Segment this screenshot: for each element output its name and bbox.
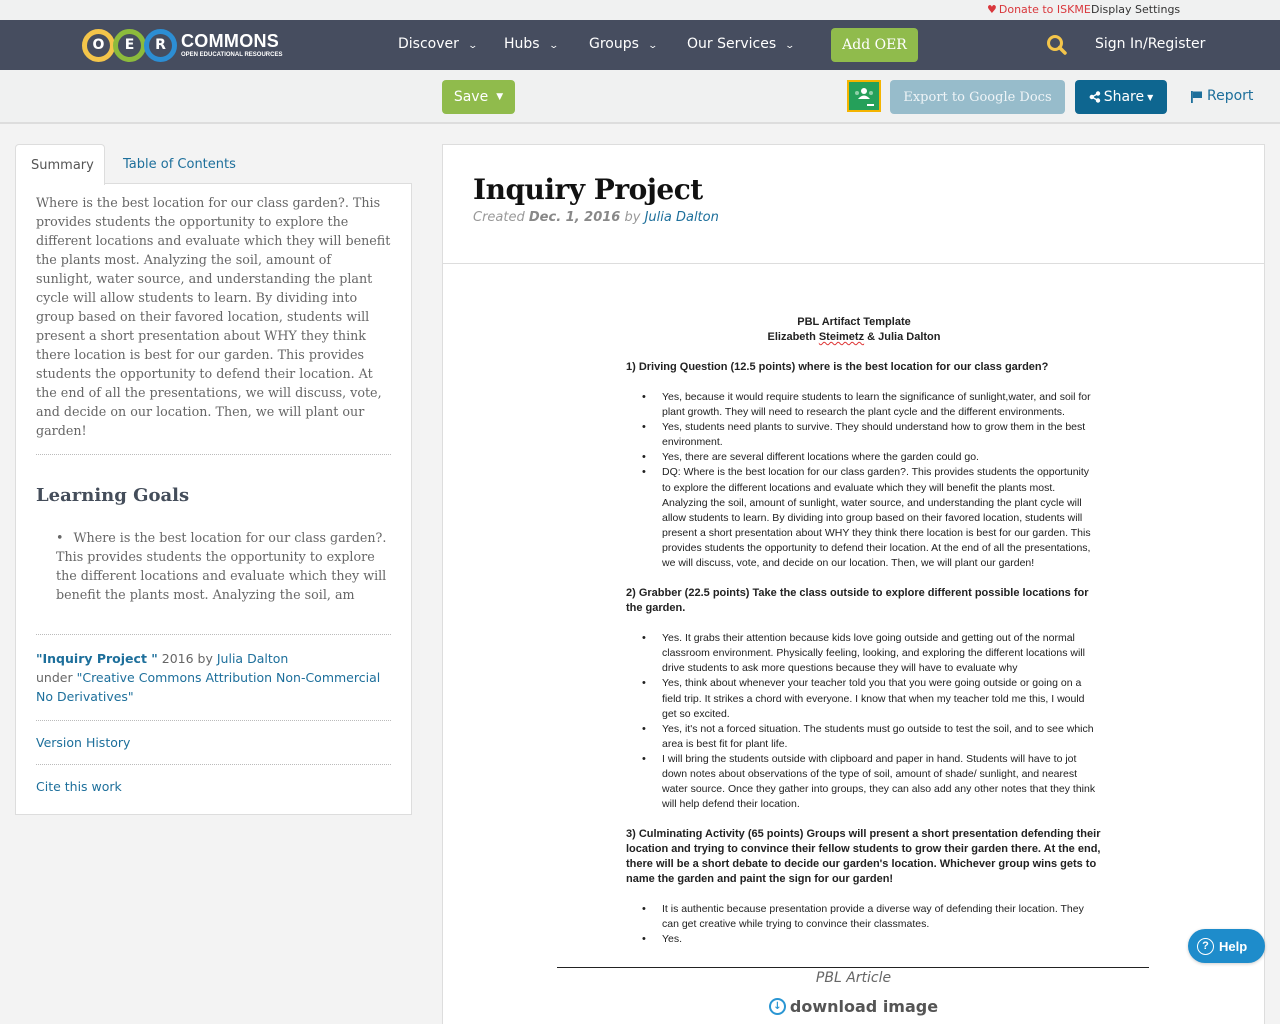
author-link[interactable]: Julia Dalton <box>644 210 719 225</box>
learning-goals-list <box>36 528 391 604</box>
resource-main <box>442 144 1265 1024</box>
doc-section-heading: 2) Grabber (22.5 points) Take the class outside to explore different possible locations for the garden. <box>626 587 1089 615</box>
divider <box>36 764 391 765</box>
display-settings-link[interactable]: Display Settings <box>1091 3 1181 16</box>
main-nav <box>0 20 1280 70</box>
nav-discover[interactable]: Discover ⌄ <box>398 36 478 52</box>
bullet-icon: • <box>56 530 64 545</box>
nav-hubs[interactable]: Hubs ⌄ <box>504 36 559 52</box>
doc-bullet: • Yes, there are several different locations where the garden could go. <box>647 450 1097 465</box>
doc-section-heading: 1) Driving Question (12.5 points) where is the best location for our class garden? <box>626 361 1049 373</box>
image-bottom-rule <box>557 967 1149 968</box>
save-button[interactable]: Save ▼ <box>442 80 515 114</box>
help-button[interactable]: ? Help <box>1188 929 1265 963</box>
chevron-down-icon: ⌄ <box>467 41 478 51</box>
doc-bullet-list <box>647 902 1097 947</box>
oer-commons-logo[interactable] <box>82 27 282 63</box>
created-date: Dec. 1, 2016 <box>528 210 621 225</box>
report-link[interactable]: Report <box>1190 88 1253 104</box>
doc-bullet: • Yes, think about whenever your teacher told you that you were going outside or going on a field trip. It strikes a chord with everyone. I know that when my teacher told me this, I would get so excited. <box>647 676 1097 721</box>
download-image-link[interactable]: ↓ download image <box>443 997 1264 1016</box>
resource-action-bar <box>0 70 1280 124</box>
logo-o: O <box>82 29 115 62</box>
doc-bullet: • DQ: Where is the best location for our class garden?. This provides students the opportunity to explore the different locations and evaluate which they will benefit the plants most. Analyzing the soil, amount of sunlight, water source, and understanding the plant cycle will allow students to learn. By dividing into group based on their favored location, students will present a short presentation about WHY they think there location is best for our garden. This provides students the opportunity to defend their location. At the end of all the presentations, we will discuss, vote, and decide on our location. Then, we will plant our garden! <box>647 465 1097 571</box>
google-classroom-icon <box>849 82 879 110</box>
sidebar-tabs <box>15 144 412 184</box>
share-button[interactable]: Share ▼ <box>1075 80 1167 114</box>
share-icon <box>1089 91 1101 103</box>
utility-bar <box>0 0 1280 20</box>
page-title: Inquiry Project <box>473 173 703 206</box>
chevron-down-icon: ⌄ <box>548 41 559 51</box>
donate-link[interactable]: ♥ Donate to ISKME <box>987 3 1091 16</box>
resource-header <box>443 145 1264 264</box>
image-caption: PBL Article <box>815 970 892 986</box>
nav-our-services[interactable]: Our Services ⌄ <box>687 36 796 52</box>
doc-bullet: • Yes, because it would require students to learn the significance of sunlight,water, and soil for plant growth. They will need to research the plant cycle and the different environments. <box>647 390 1097 420</box>
doc-section-heading: 3) Culminating Activity (65 points) Groups will present a short presentation defending their location and trying to convince their fellow students to grow their garden there. At the end, there will be a short debate to decide our garden's location. Whichever group wins gets to name the garden and paint the sign for our garden! <box>626 828 1101 886</box>
divider <box>36 720 391 721</box>
doc-authors: Elizabeth Steimetz & Julia Dalton <box>767 331 941 343</box>
export-to-google-docs-button[interactable]: Export to Google Docs <box>890 80 1065 114</box>
chevron-down-icon: ⌄ <box>647 41 658 51</box>
doc-bullet-list <box>647 390 1097 571</box>
question-icon: ? <box>1197 938 1214 955</box>
divider <box>36 454 391 455</box>
logo-wordmark: COMMONS OPEN EDUCATIONAL RESOURCES <box>181 31 283 58</box>
doc-bullet: • It is authentic because presentation provide a diverse way of defending their location. They can get creative while trying to convince their classmates. <box>647 902 1097 932</box>
learning-goals-heading: Learning Goals <box>36 485 190 506</box>
flag-icon <box>1190 90 1203 103</box>
search-icon <box>1046 34 1068 56</box>
tab-table-of-contents[interactable]: Table of Contents <box>123 156 236 172</box>
doc-bullet: • Yes. It grabs their attention because kids love going outside and getting out of the normal classroom environment. Physically feeling, looking, and exploring the different locations will drive students to ask more questions because they will have to evaluate why <box>647 631 1097 676</box>
heart-icon: ♥ <box>987 3 997 16</box>
doc-bullet: • Yes, students need plants to survive. They should understand how to grow them in the best environment. <box>647 420 1097 450</box>
resource-sidebar <box>15 144 412 815</box>
add-oer-button[interactable]: Add OER <box>831 28 918 62</box>
version-history-link[interactable]: Version History <box>36 735 131 750</box>
logo-r: R <box>144 29 177 62</box>
logo-e: E <box>113 29 146 62</box>
download-icon: ↓ <box>769 998 786 1015</box>
nav-groups[interactable]: Groups ⌄ <box>589 36 658 52</box>
attribution-author-link[interactable]: Julia Dalton <box>216 651 289 666</box>
cite-this-work-link[interactable]: Cite this work <box>36 779 122 794</box>
tab-summary[interactable]: Summary <box>15 144 105 185</box>
caret-down-icon: ▼ <box>1147 92 1154 102</box>
divider <box>36 634 391 635</box>
doc-bullet: • I will bring the students outside with clipboard and paper in hand. Students will have to jot down notes about observations of the type of soil, amount of shade/ sunlight, and nearest water source. Once they gather into groups, they can also add any other notes that they think will help defend their location. <box>647 752 1097 812</box>
summary-text: Where is the best location for our class garden?. This provides students the opportunity to explore the different locations and evaluate which they will benefit the plants most. Analyzing the soil, amount of sunlight, water source, and understanding the plant cycle will allow students to learn. By dividing into group based on their favored location, students will present a short presentation about WHY they think there location is best for our garden. This provides students the opportunity to defend their location. At the end of all the presentations, we will discuss, vote, and decide on our location. Then, we will plant our garden! <box>36 195 391 438</box>
doc-bullet-list <box>647 631 1097 812</box>
summary-panel <box>15 183 412 815</box>
attribution-title-link[interactable]: "Inquiry Project " <box>36 651 158 666</box>
doc-bullet: • Yes. <box>647 932 1097 947</box>
sign-in-register-link[interactable]: Sign In/Register <box>1095 36 1206 52</box>
search-button[interactable] <box>1046 34 1068 60</box>
attribution: "Inquiry Project " 2016 by Julia Dalton under "Creative Commons Attribution Non-Commercial No Derivatives" <box>36 651 381 704</box>
caret-down-icon: ▼ <box>496 92 504 102</box>
doc-bullet: • Yes, it's not a forced situation. The students must go outside to test the soil, and to see which area is best fit for plant life. <box>647 722 1097 752</box>
created-meta: Created Dec. 1, 2016 by Julia Dalton <box>473 210 719 225</box>
google-classroom-button[interactable] <box>847 80 881 112</box>
document-image <box>557 315 1151 948</box>
doc-title: PBL Artifact Template <box>797 316 911 328</box>
chevron-down-icon: ⌄ <box>784 41 796 51</box>
learning-goal-item: • Where is the best location for our class garden?. This provides students the opportunity to explore the different locations and evaluate which they will benefit the plants most. Analyzing the soil, am <box>56 530 387 602</box>
license-link[interactable]: "Creative Commons Attribution Non-Commercial No Derivatives" <box>36 670 381 704</box>
